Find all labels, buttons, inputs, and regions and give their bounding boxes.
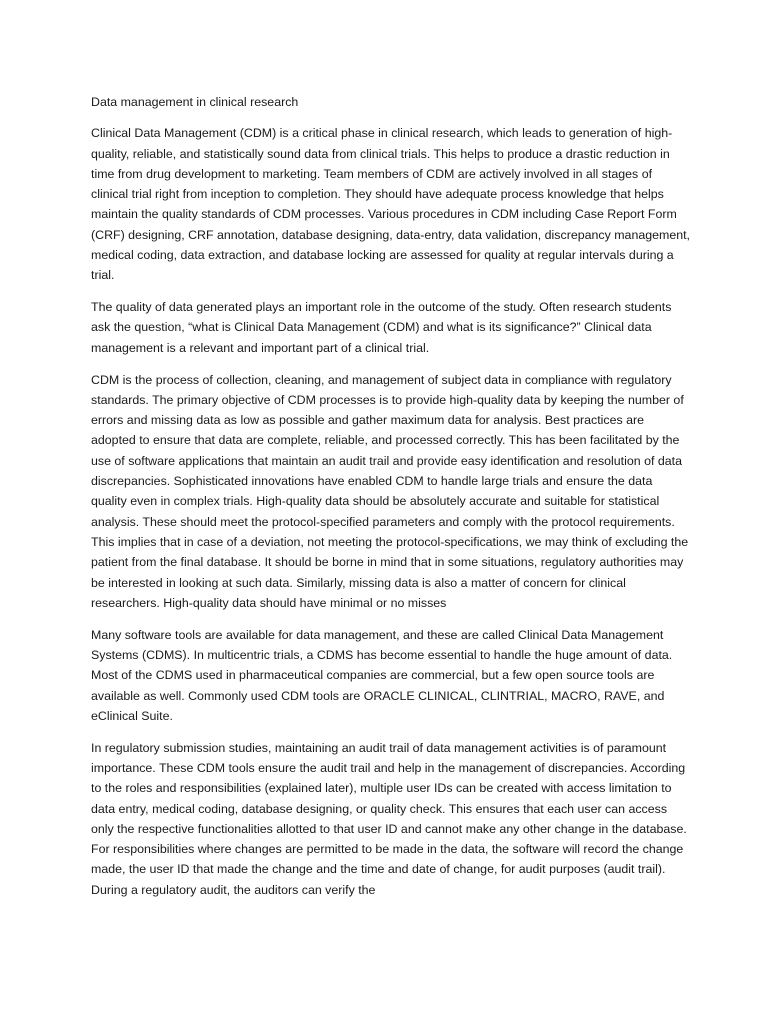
paragraph-cdm-process: CDM is the process of collection, cleaning, and management of subject data in compliance with regulatory standards. The primary objective of CDM processes is to provide high-quality data by keeping the number of errors and missing data as low as possible and gather maximum data for analysis. Best practices are adopted to ensure that data are complete, reliable, and processed correctly. This has been facilitated by the use of software applications that maintain an audit trail and provide easy identification and resolution of data discrepancies. Sophisticated innovations have enabled CDM to handle large trials and ensure the data quality even in complex trials. High-quality data should be absolutely accurate and suitable for statistical analysis. These should meet the protocol-specified parameters and comply with the protocol requirements. This implies that in case of a deviation, not meeting the protocol-specifications, we may think of excluding the patient from the final database. It should be borne in mind that in some situations, regulatory authorities may be interested in looking at such data. Similarly, missing data is also a matter of concern for clinical researchers. High-quality data should have minimal or no misses [91, 372, 689, 610]
paragraph-data-quality: The quality of data generated plays an important role in the outcome of the study. Often research students ask the question, “what is Clinical Data Management (CDM) and what is its significance?” Clinical data management is a relevant and important part of a clinical trial. [91, 300, 672, 355]
document-title: Data management in clinical research [91, 95, 299, 109]
paragraph-cdms-tools: Many software tools are available for data management, and these are called Clinical Data Management Systems (CDMS). In multicentric trials, a CDMS has become essential to handle the huge amount of data. Most of the CDMS used in pharmaceutical companies are commercial, but a few open source tools are available as well. Commonly used CDM tools are ORACLE CLINICAL, CLINTRIAL, MACRO, RAVE, and eClinical Suite. [91, 627, 673, 723]
document-body [91, 92, 691, 911]
paragraph-audit-trail: In regulatory submission studies, maintaining an audit trail of data management activities is of paramount importance. These CDM tools ensure the audit trail and help in the management of discrepancies. According to the roles and responsibilities (explained later), multiple user IDs can be created with access limitation to data entry, medical coding, database designing, or quality check. This ensures that each user can access only the respective functionalities allotted to that user ID and cannot make any other change in the database. For responsibilities where changes are permitted to be made in the data, the software will record the change made, the user ID that made the change and the time and date of change, for audit purposes (audit trail). During a regulatory audit, the auditors can verify the [91, 740, 687, 897]
paragraph-cdm-intro: Clinical Data Management (CDM) is a critical phase in clinical research, which leads to generation of high-quality, reliable, and statistically sound data from clinical trials. This helps to produce a drastic reduction in time from drug development to marketing. Team members of CDM are actively involved in all stages of clinical trial right from inception to completion. They should have adequate process knowledge that helps maintain the quality standards of CDM processes. Various procedures in CDM including Case Report Form (CRF) designing, CRF annotation, database designing, data-entry, data validation, discrepancy management, medical coding, data extraction, and database locking are assessed for quality at regular intervals during a trial. [91, 126, 690, 283]
